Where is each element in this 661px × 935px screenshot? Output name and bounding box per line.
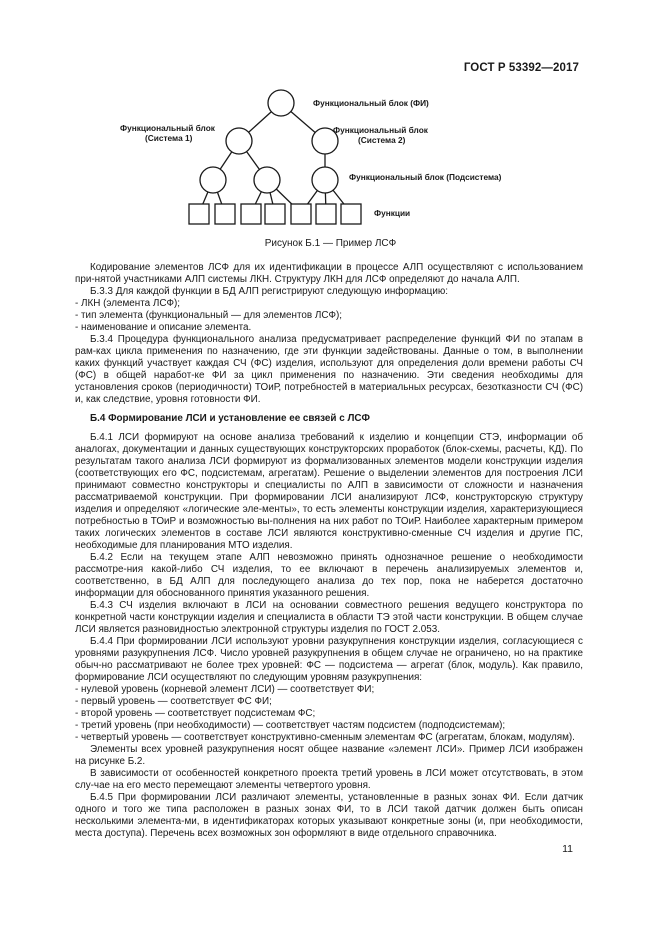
list-item: - третий уровень (при необходимости) — соответствует частям подсистем (подподсистемам); <box>75 720 506 731</box>
paragraph: Элементы всех уровней разукрупнения носят общее название «элемент ЛСИ». Пример ЛСИ изображен на рисунке Б.2. <box>75 744 583 767</box>
label-system-2-sub: (Система 2) <box>358 135 406 145</box>
label-fi: Функциональный блок (ФИ) <box>313 98 429 108</box>
list-item: - четвертый уровень — соответствует конструктивно-сменным элементам ФС (агрегатам, блокам, модулям). <box>75 732 575 743</box>
page-number: 11 <box>562 843 573 855</box>
label-subsystem: Функциональный блок (Подсистема) <box>349 172 502 182</box>
function-box <box>215 204 235 224</box>
function-boxes <box>189 204 361 224</box>
section-heading: Б.4 Формирование ЛСИ и установление ее связей с ЛСФ <box>90 413 370 424</box>
list-item: - второй уровень — соответствует подсистемам ФС; <box>75 708 316 719</box>
label-functions: Функции <box>374 208 411 218</box>
function-box <box>241 204 261 224</box>
function-box <box>341 204 361 224</box>
node-subsystem-a <box>200 167 226 193</box>
label-system-2: Функциональный блок <box>333 125 428 135</box>
list-item: - ЛКН (элемента ЛСФ); <box>75 298 181 309</box>
function-box <box>189 204 209 224</box>
figure-caption: Рисунок Б.1 — Пример ЛСФ <box>264 238 397 249</box>
paragraph: Б.3.3 Для каждой функции в БД АЛП регистрируют следующую информацию: <box>90 286 448 297</box>
list-item: - тип элемента (функциональный — для элементов ЛСФ); <box>75 310 343 321</box>
document-header: ГОСТ Р 53392—2017 <box>463 62 579 74</box>
label-system-1: Функциональный блок <box>120 123 215 133</box>
function-box <box>265 204 285 224</box>
paragraph: Б.4.1 ЛСИ формируют на основе анализа требований к изделию и концепции СТЭ, информации об аналогах, документации и данных существующих конструкторских проработок (блок-схемы, расчеты, КД). По результатам такого анализа ЛСИ формируют из формализованных элементов модели конструкции изделия (соответствующих его ФС, подсистемам, агрегатам). Решение о выделении элементов для построения ЛСИ принимают совместно конструкторы и специалисты по АЛП в зависимости от сложности и назначения рассматриваемой конструкции. При формировании ЛСИ анализируют ЛСФ, конструкторскую структуру изделия и определяют «логические эле-менты», то есть элементы конструкции изделия, характеризующиеся потребностью в ТОиР и возможностью вы-полнения на них работ по ТОиР. Наиболее характерным примером таких логических элементов в составе ЛСИ являются конструктивно-сменные СЧ изделия и другие ПС, необходимые для планирования МТО изделия. <box>75 432 583 551</box>
node-fi <box>268 90 294 116</box>
node-subsystem-c <box>312 167 338 193</box>
paragraph: Б.4.3 СЧ изделия включают в ЛСИ на основании совместного решения ведущего конструктора по конкретной части конструкции изделия и специалиста в области ТЭ этой части конструкции. В общем случае ЛСИ является разновидностью электронной структуры изделия по ГОСТ 2.053. <box>75 600 583 635</box>
label-system-1-sub: (Система 1) <box>145 133 193 143</box>
function-box <box>291 204 311 224</box>
function-box <box>316 204 336 224</box>
list-item: - первый уровень — соответствует ФС ФИ; <box>75 696 272 707</box>
paragraph: Б.3.4 Процедура функционального анализа предусматривает распределение функций ФИ по этапам в рам-ках цикла применения по назначению, где эти функции задействованы. Данные о том, в выполнении каких функций участвует каждая СЧ (ФС) изделия, используют для определения доли времени работы СЧ (ФС) в общей наработ-ке ФИ за цикл применения по назначению. Эти сведения необходимы для установления сроков (периодичности) ТОиР, потребностей в материальных ресурсах, безотказности СЧ (ФС) и, как следствие, уровня готовности ФИ. <box>75 334 583 405</box>
node-subsystem-b <box>254 167 280 193</box>
document-body <box>75 262 583 840</box>
paragraph: Б.4.5 При формировании ЛСИ различают элементы, установленные в разных зонах ФИ. Если датчик одного и того же типа расположен в разных зонах ФИ, то в ЛСИ такой датчик должен быть описан несколькими элемента-ми, в идентификаторах которых указывают конкретные зоны (и, при необходимости, места доступа). Перечень всех возможных зон оформляют в виде отдельного справочника. <box>75 792 583 839</box>
lsf-tree-diagram <box>0 0 661 240</box>
list-item: - наименование и описание элемента. <box>75 322 252 333</box>
paragraph: В зависимости от особенностей конкретного проекта третий уровень в ЛСИ может отсутствовать, в этом слу-чае на его место перемещают элементы четвертого уровня. <box>75 768 583 791</box>
paragraph: Кодирование элементов ЛСФ для их идентификации в процессе АЛП осуществляют с использованием при-нятой участниками АЛП системы ЛКН. Структуру ЛКН для ЛСФ определяют до начала АЛП. <box>75 262 583 285</box>
connector-lines <box>199 103 351 213</box>
list-item: - нулевой уровень (корневой элемент ЛСИ) — соответствует ФИ; <box>75 684 375 695</box>
paragraph: Б.4.2 Если на текущем этапе АЛП невозможно принять однозначное решение о необходимости рассмотре-ния какой-либо СЧ изделия, то ее включают в перечень анализируемых элементов и, соответственно, в БД АЛП для последующего анализа до тех пор, пока не наберется достаточно информации для обоснованного принятия указанного решения. <box>75 552 583 599</box>
paragraph: Б.4.4 При формировании ЛСИ используют уровни разукрупнения конструкции изделия, согласующиеся с уровнями разукрупнения ЛСФ. Число уровней разукрупнения в общем случае не ограничено, но на практике обыч-но рассматривают не более трех уровней: ФС — подсистема — агрегат (блок, модуль). Как правило, формирование ЛСИ осуществляют по следующим уровням разукрупнения: <box>75 636 583 683</box>
node-system-1 <box>226 128 252 154</box>
